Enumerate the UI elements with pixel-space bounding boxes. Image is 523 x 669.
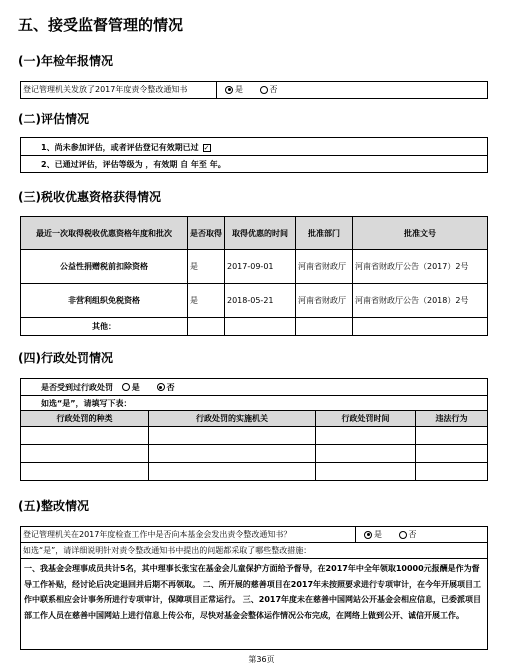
tax-cell	[296, 318, 353, 336]
page-number: 第36页	[248, 655, 275, 664]
tax-header: 取得优惠的时间	[225, 217, 296, 250]
tax-cell: 2017-09-01	[225, 250, 296, 284]
penalty-header: 行政处罚的实施机关	[149, 411, 316, 427]
tax-cell: 是	[188, 250, 225, 284]
table-row	[21, 318, 488, 336]
tax-cell	[353, 318, 488, 336]
table-row	[21, 250, 488, 284]
tax-header: 批准文号	[353, 217, 488, 250]
penalty-note: 如选“是”，请填写下表：	[21, 396, 488, 411]
penalty-header: 行政处罚时间	[316, 411, 416, 427]
tax-table	[20, 216, 488, 336]
radio-yes-label: 是	[131, 382, 140, 392]
penalty-header: 行政处罚的种类	[21, 411, 149, 427]
page-title: 五、接受监督管理的情况	[18, 16, 184, 34]
tax-cell: 河南省财政厅	[296, 250, 353, 284]
tax-cell: 河南省财政厅公告（2018）2号	[353, 284, 488, 318]
tax-cell	[188, 318, 225, 336]
radio-yes-label: 是	[235, 85, 243, 94]
tax-header: 是否取得	[188, 217, 225, 250]
section-penalty-title: (四)行政处罚情况	[18, 351, 113, 365]
table-row	[21, 284, 488, 318]
section-annual-inspection-title: (一)年检年报情况	[18, 54, 113, 68]
annual-inspection-box	[20, 81, 488, 99]
table-row	[21, 427, 488, 445]
radio-yes-label: 是	[374, 530, 382, 539]
radio-yes[interactable]	[364, 531, 372, 539]
tax-cell: 公益性捐赠税前扣除资格	[21, 250, 188, 284]
section-tax-title: (三)税收优惠资格获得情况	[18, 190, 161, 204]
radio-no-label: 否	[269, 85, 278, 94]
divider	[21, 155, 487, 156]
rectification-note: 如选“是”，请详细说明针对责令整改通知书中提出的问题都采取了哪些整改措施：	[21, 543, 488, 559]
tax-header: 最近一次取得税收优惠资格年度和批次	[21, 217, 188, 250]
evaluation-box	[20, 137, 488, 173]
radio-no-label: 否	[408, 530, 417, 539]
evaluation-line1-text: 1、尚未参加评估，或者评估登记有效期已过	[41, 143, 199, 152]
rectification-options	[356, 527, 488, 543]
penalty-question-row	[21, 379, 488, 396]
tax-cell: 非营利组织免税资格	[21, 284, 188, 318]
evaluation-line1	[41, 142, 211, 153]
rectification-body: 一、我基金会理事成员共计5名，其中理事长张宝在基金会儿童保护方面给予督导，在2017年中全年领取10000元报酬是作为督导工作补贴，经讨论后决定退回并后期不再领取。 二、所开展的慈善项目在2017年未按照要求进行专项审计，在今年开展项目工作中联系相应会计事务所进行专项审计，保障项目正常运行。 三、2017年度未在慈善中国网站公开基金会相应信息，已委派项目部工作人员在慈善中国网站上进行信息上传公布，尽快对基金会整体运作情况公布完成，在网络上做到公开、诚信开展工作。	[21, 559, 488, 650]
table-row	[21, 445, 488, 463]
table-row	[21, 463, 488, 481]
tax-cell: 河南省财政厅公告（2017）2号	[353, 250, 488, 284]
check-icon[interactable]: ✓	[203, 143, 210, 152]
section-evaluation-title: (二)评估情况	[18, 112, 89, 126]
annual-inspection-question: 登记管理机关发放了2017年度责令整改通知书	[21, 82, 217, 98]
radio-no[interactable]	[157, 383, 165, 391]
tax-cell: 2018-05-21	[225, 284, 296, 318]
tax-other-label: 其他：	[21, 318, 188, 336]
tax-cell	[225, 318, 296, 336]
annual-inspection-options	[219, 82, 278, 98]
rectification-table	[20, 526, 488, 650]
tax-cell: 是	[188, 284, 225, 318]
rectification-question: 登记管理机关在2017年度检查工作中是否向本基金会发出责令整改通知书？	[21, 527, 356, 543]
penalty-header: 违法行为	[416, 411, 488, 427]
penalty-table	[20, 378, 488, 481]
tax-cell: 河南省财政厅	[296, 284, 353, 318]
tax-header: 批准部门	[296, 217, 353, 250]
radio-no-label: 否	[166, 382, 175, 392]
penalty-question: 是否受到过行政处罚	[41, 382, 113, 392]
radio-yes[interactable]	[122, 383, 130, 391]
radio-no[interactable]	[260, 86, 268, 94]
section-rectification-title: (五)整改情况	[18, 499, 89, 513]
evaluation-line2: 2、已通过评估，评估等级为 ，有效期 自 年至 年。	[41, 160, 226, 169]
radio-yes[interactable]	[225, 86, 233, 94]
radio-no[interactable]	[399, 531, 407, 539]
